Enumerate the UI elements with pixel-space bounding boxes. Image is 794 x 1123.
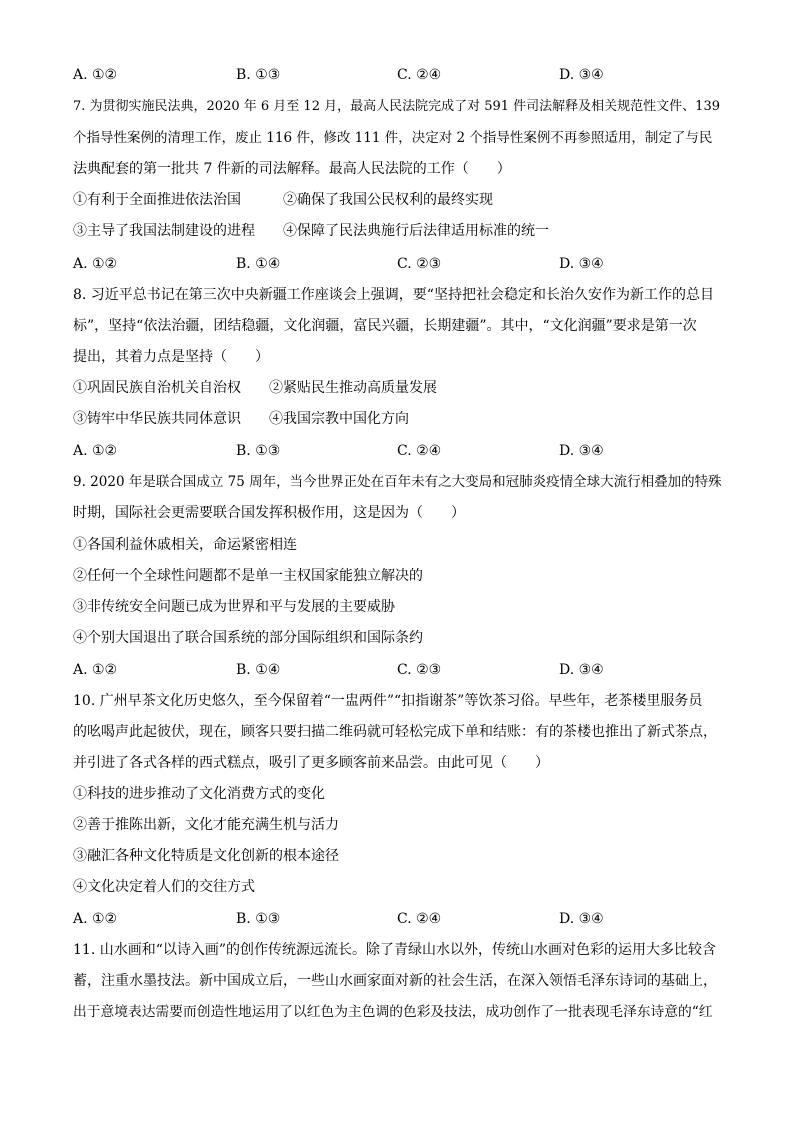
option-c[interactable]: C. ②④ — [397, 443, 442, 459]
option-b[interactable]: B. ①④ — [236, 662, 281, 678]
q9-stem-line-2: 时期，国际社会更需要联合国发挥积极作用，这是因为（ ） — [73, 505, 465, 521]
q9-statement-3: ③非传统安全问题已成为世界和平与发展的主要威胁 — [73, 599, 395, 615]
option-a[interactable]: A. ①② — [73, 256, 118, 272]
option-b[interactable]: B. ①③ — [236, 443, 281, 459]
option-c[interactable]: C. ②④ — [397, 67, 442, 83]
q8-stem-line-1: 8. 习近平总书记在第三次中央新疆工作座谈会上强调，要“坚持把社会稳定和长治久安作为新工作的总目 — [73, 287, 714, 303]
q7-statement-1: ①有利于全面推进依法治国 ②确保了我国公民权利的最终实现 — [73, 192, 493, 208]
option-c[interactable]: C. ②③ — [397, 256, 442, 272]
q11-stem-line-2: 蓄，注重水墨技法。新中国成立后，一些山水画家面对新的社会生活，在深入领悟毛泽东诗词的基础上， — [73, 973, 717, 989]
q10-stem-line-1: 10. 广州早茶文化历史悠久，至今保留着“一盅两件”“扣指谢茶”等饮茶习俗。早些年，老茶楼里服务员 — [73, 693, 703, 709]
q7-statement-2: ③主导了我国法制建设的进程 ④保障了民法典施行后法律适用标准的统一 — [73, 223, 549, 239]
q10-stem-line-3: 并引进了各式各样的西式糕点，吸引了更多顾客前来品尝。由此可见（ ） — [73, 755, 549, 771]
option-d[interactable]: D. ③④ — [559, 67, 604, 83]
q7-stem-line-3: 法典配套的第一批共 7 件新的司法解释。最高人民法院的工作（ ） — [73, 161, 511, 177]
q7-options — [73, 254, 723, 274]
option-c[interactable]: C. ②③ — [397, 662, 442, 678]
option-b[interactable]: B. ①④ — [236, 256, 281, 272]
q7-stem-line-2: 个指导性案例的清理工作，废止 116 件，修改 111 件，决定对 2 个指导性案例不再参照适用，制定了与民 — [73, 130, 713, 146]
option-a[interactable]: A. ①② — [73, 911, 118, 927]
q9-statement-2: ②任何一个全球性问题都不是单一主权国家能独立解决的 — [73, 568, 423, 584]
option-b[interactable]: B. ①③ — [236, 67, 281, 83]
q7-stem-line-1: 7. 为贯彻实施民法典，2020 年 6 月至 12 月，最高人民法院完成了对 591 件司法解释及相关规范性文件、139 — [73, 99, 720, 114]
option-a[interactable]: A. ①② — [73, 662, 118, 678]
q11-stem-line-3: 出于意境表达需要而创造性地运用了以红色为主色调的色彩及技法，成功创作了一批表现毛泽东诗意的“红 — [73, 1004, 713, 1020]
q8-stem-line-3: 提出，其着力点是坚持（ ） — [73, 349, 269, 365]
q9-statement-4: ④个别大国退出了联合国系统的部分国际组织和国际条约 — [73, 630, 423, 646]
q10-options — [73, 909, 723, 929]
q8-options — [73, 441, 723, 461]
option-d[interactable]: D. ③④ — [559, 256, 604, 272]
option-c[interactable]: C. ②④ — [397, 911, 442, 927]
q9-options — [73, 660, 723, 680]
q11-stem-line-1: 11. 山水画和“以诗入画”的创作传统源远流长。除了青绿山水以外，传统山水画对色彩的运用大多比较含 — [73, 942, 717, 958]
q9-stem-line-1: 9. 2020 年是联合国成立 75 周年，当今世界正处在百年未有之大变局和冠肺炎疫情全球大流行相叠加的特殊 — [73, 474, 722, 490]
option-d[interactable]: D. ③④ — [559, 443, 604, 459]
q10-statement-1: ①科技的进步推动了文化消费方式的变化 — [73, 786, 325, 802]
q10-statement-3: ③融汇各种文化特质是文化创新的根本途径 — [73, 848, 339, 864]
option-a[interactable]: A. ①② — [73, 443, 118, 459]
q10-stem-line-2: 的吆喝声此起彼伏，现在，顾客只要扫描二维码就可轻松完成下单和结账：有的茶楼也推出了新式茶点， — [73, 724, 717, 740]
q6-options — [73, 65, 723, 85]
q8-statement-1: ①巩固民族自治机关自治权 ②紧贴民生推动高质量发展 — [73, 380, 437, 396]
option-a[interactable]: A. ①② — [73, 67, 118, 83]
q10-statement-4: ④文化决定着人们的交往方式 — [73, 879, 255, 895]
q10-statement-2: ②善于推陈出新，文化才能充满生机与活力 — [73, 817, 339, 833]
q8-statement-2: ③铸牢中华民族共同体意识 ④我国宗教中国化方向 — [73, 411, 409, 427]
option-b[interactable]: B. ①③ — [236, 911, 281, 927]
option-d[interactable]: D. ③④ — [559, 662, 604, 678]
q8-stem-line-2: 标”，坚持“依法治疆，团结稳疆，文化润疆，富民兴疆，长期建疆”。其中，“文化润疆”要求是第一次 — [73, 318, 697, 334]
option-d[interactable]: D. ③④ — [559, 911, 604, 927]
q9-statement-1: ①各国利益休戚相关，命运紧密相连 — [73, 537, 297, 553]
